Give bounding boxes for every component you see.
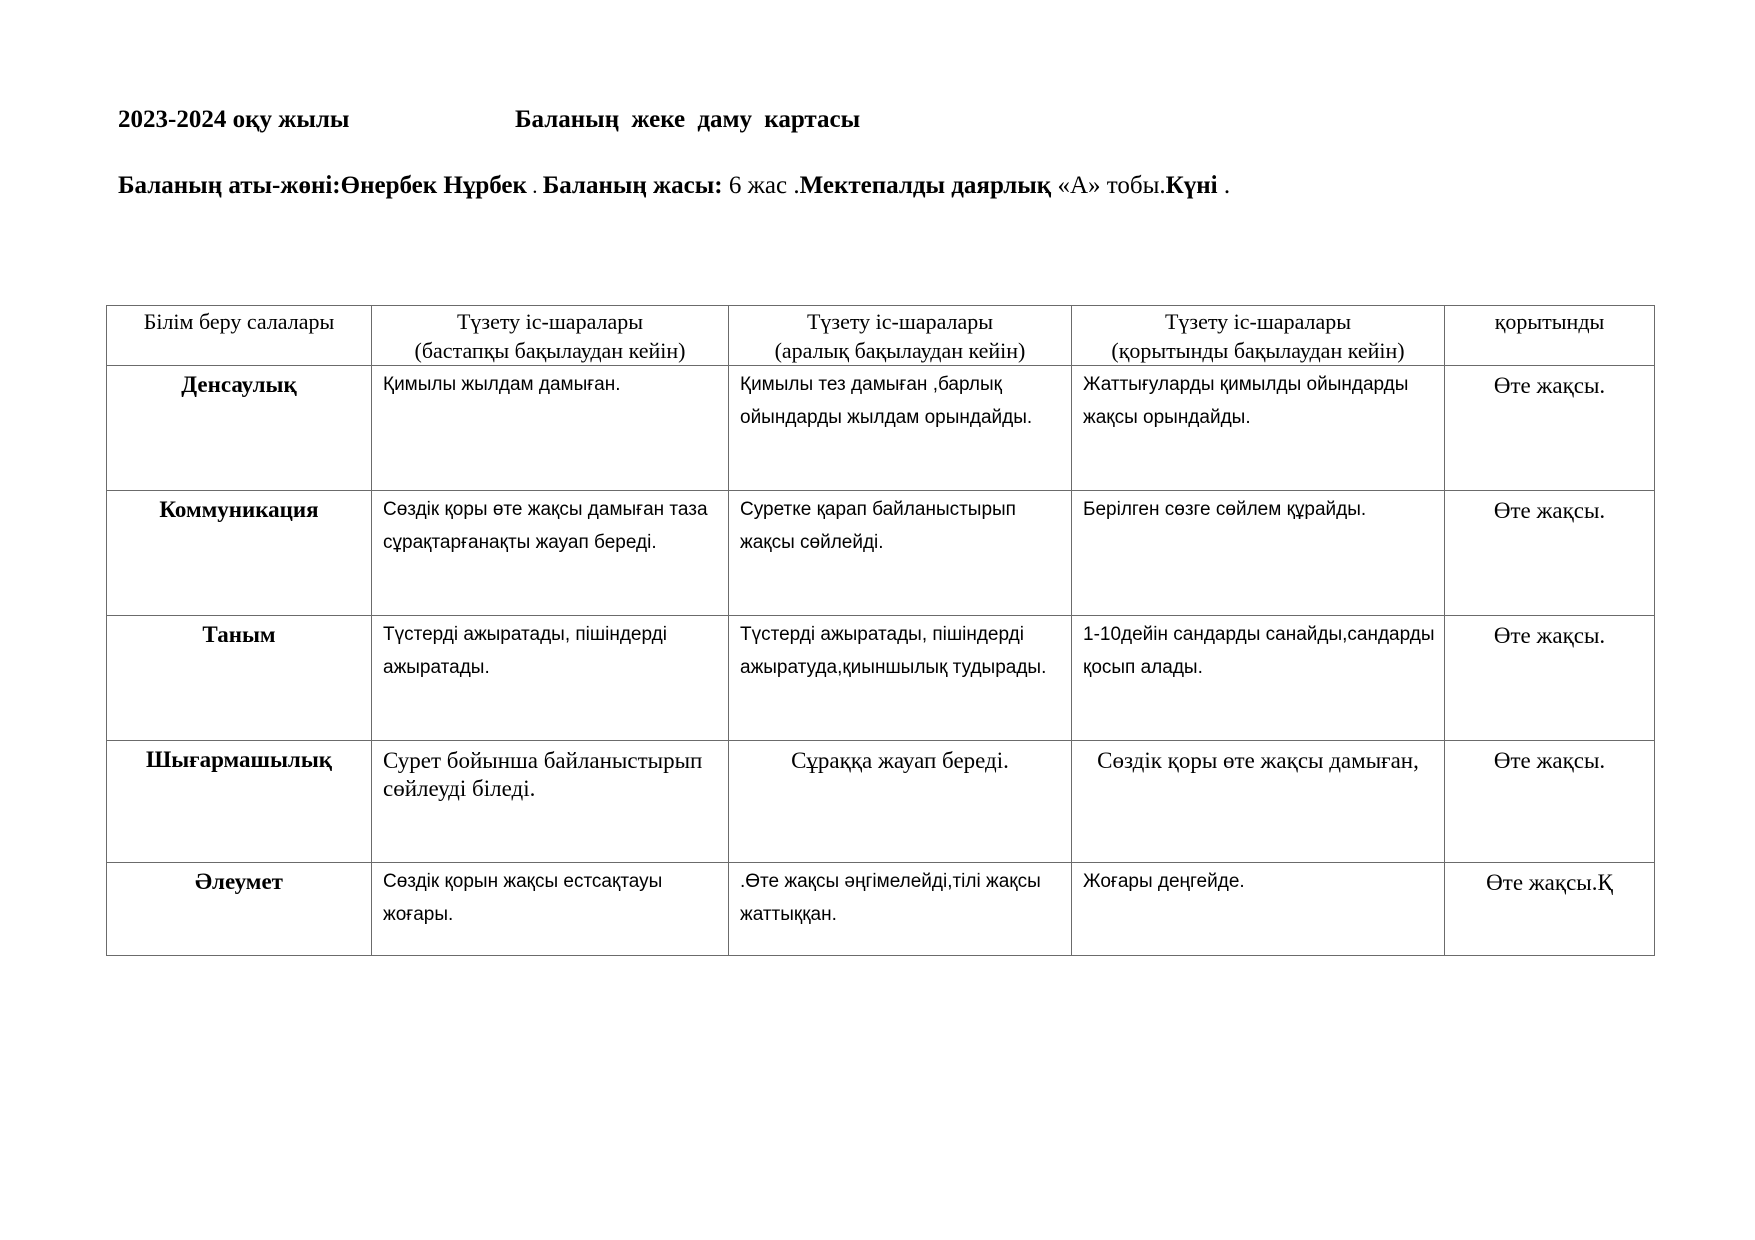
final-cell: Берілген сөзге сөйлем құрайды. — [1072, 491, 1445, 616]
name-label: Баланың аты-жөні: — [118, 172, 341, 199]
final-cell: Жоғары деңгейде. — [1072, 863, 1445, 956]
area-cell: Таным — [107, 616, 372, 741]
group-value: «А» тобы. — [1057, 172, 1166, 199]
table-row — [107, 366, 1655, 491]
header-initial-measures: Түзету іс-шаралары (бастапқы бақылаудан кейін) — [372, 306, 729, 366]
child-info-line — [118, 172, 1230, 200]
intermediate-cell: Түстерді ажыратады, пішіндерді ажыратуда,қиыншылық тудырады. — [729, 616, 1072, 741]
table-row — [107, 491, 1655, 616]
document-title: Баланың жеке даму картасы — [515, 106, 861, 133]
child-name: Өнербек Нұрбек — [340, 172, 527, 199]
table-header-row — [107, 306, 1655, 366]
area-cell: Шығармашылық — [107, 741, 372, 863]
initial-cell: Сөздік қоры өте жақсы дамыған таза сұрақтарғанақты жауап береді. — [372, 491, 729, 616]
table-row — [107, 616, 1655, 741]
intermediate-cell: .Өте жақсы әңгімелейді,тілі жақсы жаттыққан. — [729, 863, 1072, 956]
result-cell: Өте жақсы. — [1445, 491, 1655, 616]
table-row — [107, 741, 1655, 863]
intermediate-cell: Сұраққа жауап береді. — [729, 741, 1072, 863]
date-value: . — [1217, 172, 1231, 199]
final-cell: Сөздік қоры өте жақсы дамыған, — [1072, 741, 1445, 863]
initial-cell: Қимылы жылдам дамыған. — [372, 366, 729, 491]
academic-year: 2023-2024 оқу жылы — [118, 106, 350, 133]
table-row — [107, 863, 1655, 956]
header-education-areas: Білім беру салалары — [107, 306, 372, 366]
document-header — [118, 106, 1118, 140]
age-label: Баланың жасы: — [542, 172, 723, 199]
area-cell: Денсаулық — [107, 366, 372, 491]
result-cell: Өте жақсы. — [1445, 741, 1655, 863]
header-intermediate-measures: Түзету іс-шаралары (аралық бақылаудан кейін) — [729, 306, 1072, 366]
development-table — [106, 305, 1655, 956]
group-label: Мектепалды даярлық — [799, 172, 1058, 199]
intermediate-cell: Қимылы тез дамыған ,барлық ойындарды жылдам орындайды. — [729, 366, 1072, 491]
intermediate-cell: Суретке қарап байланыстырып жақсы сөйлейді. — [729, 491, 1072, 616]
header-final-measures: Түзету іс-шаралары (қорытынды бақылаудан кейін) — [1072, 306, 1445, 366]
result-cell: Өте жақсы. — [1445, 616, 1655, 741]
initial-cell: Түстерді ажыратады, пішіндерді ажыратады. — [372, 616, 729, 741]
initial-cell: Сурет бойынша байланыстырып сөйлеуді біледі. — [372, 741, 729, 863]
result-cell: Өте жақсы. — [1445, 366, 1655, 491]
area-cell: Әлеумет — [107, 863, 372, 956]
final-cell: Жаттығуларды қимылды ойындарды жақсы орындайды. — [1072, 366, 1445, 491]
separator: . — [526, 174, 543, 198]
date-label: Күні — [1165, 172, 1218, 199]
child-age: 6 жас . — [722, 172, 800, 199]
result-cell: Өте жақсы.Қ — [1445, 863, 1655, 956]
area-cell: Коммуникация — [107, 491, 372, 616]
initial-cell: Сөздік қорын жақсы естсақтауы жоғары. — [372, 863, 729, 956]
final-cell: 1-10дейін сандарды санайды,сандарды қосып алады. — [1072, 616, 1445, 741]
header-result: қорытынды — [1445, 306, 1655, 366]
